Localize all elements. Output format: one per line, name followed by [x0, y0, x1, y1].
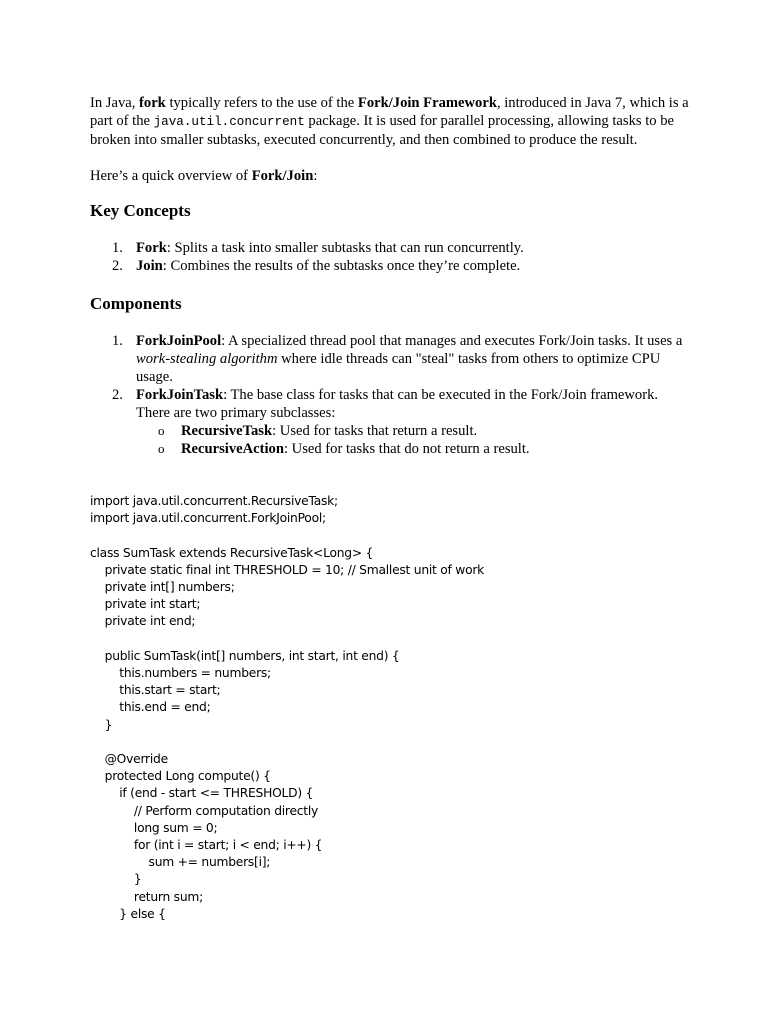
- code-line: sum += numbers[i];: [90, 855, 271, 870]
- list-number: 1.: [112, 240, 123, 256]
- list-item: [90, 239, 690, 257]
- code-line: } else {: [90, 906, 166, 921]
- code-line: long sum = 0;: [90, 820, 218, 835]
- code-line: private int[] numbers;: [90, 580, 235, 595]
- list-text: : The base class for tasks that can be executed in the Fork/Join framework. There are two primary subclasses:: [136, 387, 659, 421]
- document-body: [90, 94, 690, 458]
- sub-text: : Used for tasks that do not return a result.: [283, 441, 530, 457]
- intro-text: package. It is used for parallel processing, allowing tasks to be broken into smaller subtasks, executed concurrently, and then combined to produce the result.: [90, 113, 674, 148]
- sub-term: RecursiveTask: [181, 423, 273, 439]
- code-line: @Override: [90, 752, 168, 767]
- intro-bold-fork: fork: [139, 95, 166, 111]
- components-list: [90, 332, 690, 458]
- overview-bold: Fork/Join: [251, 168, 314, 184]
- list-text: : Splits a task into smaller subtasks that can run concurrently.: [166, 240, 524, 256]
- overview-text: Here’s a quick overview of: [90, 168, 252, 184]
- code-block: [90, 493, 484, 923]
- overview-text: :: [313, 168, 318, 184]
- code-line: if (end - start <= THRESHOLD) {: [90, 786, 314, 801]
- code-line: private int start;: [90, 597, 201, 612]
- sub-bullet: o: [158, 441, 165, 456]
- intro-text: typically refers to the use of the: [165, 95, 358, 111]
- list-text: where idle threads can "steal" tasks from others to optimize CPU usage.: [136, 351, 661, 385]
- code-line: [90, 734, 484, 751]
- list-item: [90, 386, 690, 458]
- code-line: public SumTask(int[] numbers, int start, int end) {: [90, 648, 400, 663]
- code-line: private int end;: [90, 614, 196, 629]
- code-line: import java.util.concurrent.RecursiveTask;: [90, 494, 338, 508]
- sub-bullet: o: [158, 423, 165, 438]
- overview-paragraph: [90, 167, 690, 185]
- list-number: 2.: [112, 258, 123, 274]
- intro-paragraph: [90, 94, 690, 149]
- sub-list-item: [90, 422, 690, 440]
- code-line: import java.util.concurrent.ForkJoinPool;: [90, 511, 326, 526]
- intro-text: , introduced in Java 7, which is a part of the: [90, 95, 689, 129]
- sub-term: RecursiveAction: [181, 441, 284, 457]
- heading-key-concepts: Key Concepts: [90, 201, 191, 220]
- code-line: this.numbers = numbers;: [90, 666, 271, 681]
- code-line: // Perform computation directly: [90, 803, 319, 818]
- code-line: this.end = end;: [90, 700, 211, 715]
- code-line: private static final int THRESHOLD = 10; // Smallest unit of work: [90, 562, 485, 577]
- code-line: this.start = start;: [90, 683, 221, 698]
- code-line: [90, 527, 484, 544]
- list-number: 1.: [112, 333, 123, 349]
- intro-text: In Java,: [90, 95, 140, 111]
- heading-components: Components: [90, 294, 182, 313]
- list-text: : A specialized thread pool that manages and executes Fork/Join tasks. It uses a: [221, 333, 683, 349]
- code-line: }: [90, 872, 142, 887]
- sub-list-item: [90, 440, 690, 458]
- key-concepts-list: [90, 239, 690, 275]
- code-line: [90, 631, 484, 648]
- list-term: Fork: [136, 240, 167, 256]
- intro-bold-framework: Fork/Join Framework: [357, 95, 497, 111]
- list-term: ForkJoinTask: [136, 387, 224, 403]
- code-line: for (int i = start; i < end; i++) {: [90, 838, 323, 853]
- code-line: protected Long compute() {: [90, 769, 271, 784]
- list-item: [90, 257, 690, 275]
- list-item: [90, 332, 690, 386]
- code-line: return sum;: [90, 889, 203, 904]
- sub-text: : Used for tasks that return a result.: [272, 423, 478, 439]
- list-emphasis: work-stealing algorithm: [136, 351, 278, 367]
- code-line: class SumTask extends RecursiveTask<Long> {: [90, 545, 374, 560]
- list-term: Join: [136, 258, 163, 274]
- list-text: : Combines the results of the subtasks once they’re complete.: [162, 258, 521, 274]
- code-line: }: [90, 717, 113, 732]
- list-number: 2.: [112, 387, 123, 403]
- inline-code-package: java.util.concurrent: [153, 115, 305, 129]
- list-term: ForkJoinPool: [136, 333, 222, 349]
